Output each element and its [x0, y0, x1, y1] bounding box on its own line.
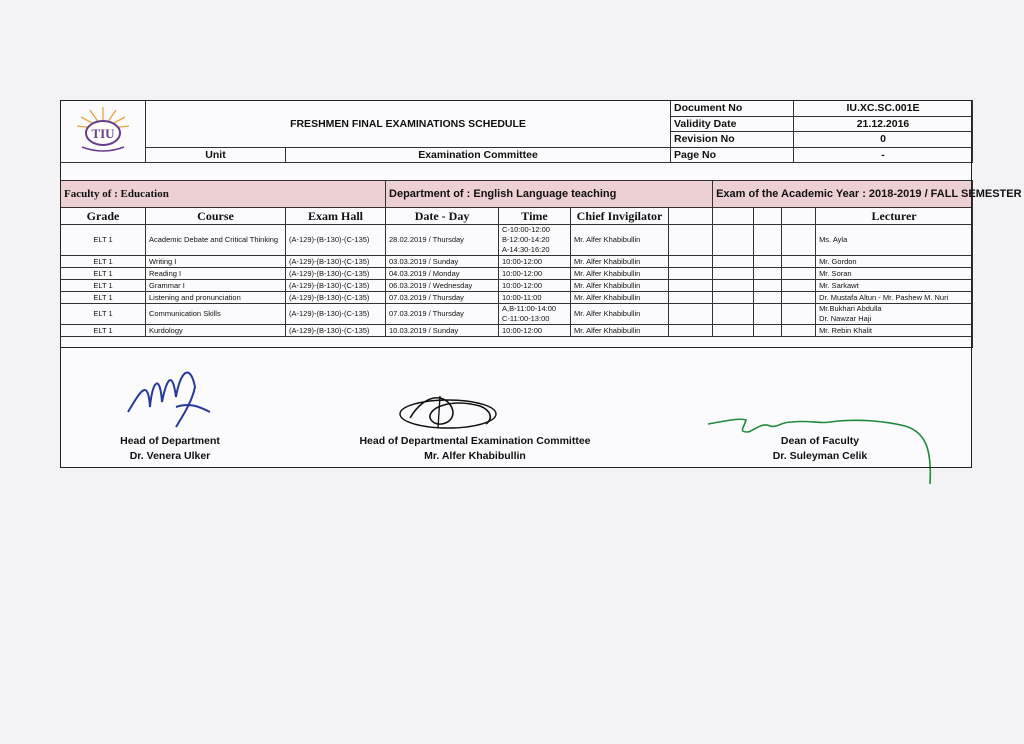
cell-lecturer: Mr. Sarkawt	[816, 280, 973, 292]
cell-time: A,B-11:00-14:00 C-11:00-13:00	[499, 304, 571, 325]
cell-invigilator: Mr. Alfer Khabibullin	[571, 225, 669, 256]
cell-date: 07.03.2019 / Thursday	[386, 292, 499, 304]
signer-role: Head of Department	[120, 435, 220, 447]
validity-date-label: Validity Date	[671, 116, 794, 132]
cell-grade: ELT 1	[61, 268, 146, 280]
revision-no-label: Revision No	[671, 132, 794, 148]
cell-lecturer: Mr.Bukhari Abdulla Dr. Nawzar Haji	[816, 304, 973, 325]
revision-no-value: 0	[794, 132, 973, 148]
validity-date-value: 21.12.2016	[794, 116, 973, 132]
department-info: Department of : English Language teaching	[386, 181, 713, 208]
cell-course: Reading I	[146, 268, 286, 280]
cell-grade: ELT 1	[61, 325, 146, 337]
cell-lecturer: Mr. Gordon	[816, 256, 973, 268]
cell-invigilator: Mr. Alfer Khabibullin	[571, 325, 669, 337]
cell-time: C-10:00-12:00 B-12:00-14:20 A-14:30-16:20	[499, 225, 571, 256]
outer-frame	[60, 100, 972, 468]
cell-lecturer: Dr. Mustafa Altun - Mr. Pashew M. Nuri	[816, 292, 973, 304]
col-chief-invigilator: Chief Invigilator	[571, 208, 669, 225]
col-exam-hall: Exam Hall	[286, 208, 386, 225]
cell-course: Grammar I	[146, 280, 286, 292]
cell-course: Listening and pronunciation	[146, 292, 286, 304]
cell-lecturer: Mr. Soran	[816, 268, 973, 280]
cell-date: 10.03.2019 / Sunday	[386, 325, 499, 337]
page-no-value: -	[794, 147, 973, 163]
academic-year-info: Exam of the Academic Year : 2018-2019 / FALL SEMESTER	[713, 181, 973, 208]
cell-grade: ELT 1	[61, 304, 146, 325]
cell-date: 03.03.2019 / Sunday	[386, 256, 499, 268]
cell-invigilator: Mr. Alfer Khabibullin	[571, 268, 669, 280]
unit-value: Examination Committee	[286, 147, 671, 163]
cell-time: 10:00-12:00	[499, 256, 571, 268]
signer-name: Dr. Venera Ulker	[129, 450, 211, 462]
cell-course: Communication Skills	[146, 304, 286, 325]
cell-date: 07.03.2019 / Thursday	[386, 304, 499, 325]
cell-hall: (A-129)-(B-130)-(C-135)	[286, 256, 386, 268]
page-no-label: Page No	[671, 147, 794, 163]
cell-invigilator: Mr. Alfer Khabibullin	[571, 280, 669, 292]
signer-name: Dr. Suleyman Celik	[772, 450, 868, 462]
cell-invigilator: Mr. Alfer Khabibullin	[571, 292, 669, 304]
cell-course: Writing I	[146, 256, 286, 268]
cell-grade: ELT 1	[61, 292, 146, 304]
cell-time: 10:00-12:00	[499, 268, 571, 280]
cell-hall: (A-129)-(B-130)-(C-135)	[286, 292, 386, 304]
cell-time: 10:00-11:00	[499, 292, 571, 304]
cell-hall: (A-129)-(B-130)-(C-135)	[286, 268, 386, 280]
cell-hall: (A-129)-(B-130)-(C-135)	[286, 325, 386, 337]
cell-date: 28.02.2019 / Thursday	[386, 225, 499, 256]
cell-hall: (A-129)-(B-130)-(C-135)	[286, 304, 386, 325]
signer-role: Head of Departmental Examination Committee	[359, 435, 591, 447]
col-lecturer: Lecturer	[816, 208, 973, 225]
col-time: Time	[499, 208, 571, 225]
cell-grade: ELT 1	[61, 256, 146, 268]
cell-date: 06.03.2019 / Wednesday	[386, 280, 499, 292]
cell-grade: ELT 1	[61, 225, 146, 256]
svg-text:TIU: TIU	[91, 126, 115, 141]
cell-invigilator: Mr. Alfer Khabibullin	[571, 256, 669, 268]
cell-hall: (A-129)-(B-130)-(C-135)	[286, 225, 386, 256]
faculty-info: Faculty of : Education	[61, 181, 386, 208]
col-date-day: Date - Day	[386, 208, 499, 225]
cell-lecturer: Mr. Rebin Khalit	[816, 325, 973, 337]
cell-lecturer: Ms. Ayla	[816, 225, 973, 256]
document-title: FRESHMEN FINAL EXAMINATIONS SCHEDULE	[146, 101, 671, 148]
cell-date: 04.03.2019 / Monday	[386, 268, 499, 280]
cell-time: 10:00-12:00	[499, 325, 571, 337]
cell-time: 10:00-12:00	[499, 280, 571, 292]
document-no-label: Document No	[671, 101, 794, 117]
unit-label: Unit	[146, 147, 286, 163]
signer-name: Mr. Alfer Khabibullin	[424, 450, 526, 462]
cell-course: Academic Debate and Critical Thinking	[146, 225, 286, 256]
cell-grade: ELT 1	[61, 280, 146, 292]
cell-course: Kurdology	[146, 325, 286, 337]
cell-hall: (A-129)-(B-130)-(C-135)	[286, 280, 386, 292]
signer-role: Dean of Faculty	[780, 435, 860, 447]
col-course: Course	[146, 208, 286, 225]
col-grade: Grade	[61, 208, 146, 225]
schedule-sheet	[60, 100, 1022, 468]
document-no-value: IU.XC.SC.001E	[794, 101, 973, 117]
cell-invigilator: Mr. Alfer Khabibullin	[571, 304, 669, 325]
